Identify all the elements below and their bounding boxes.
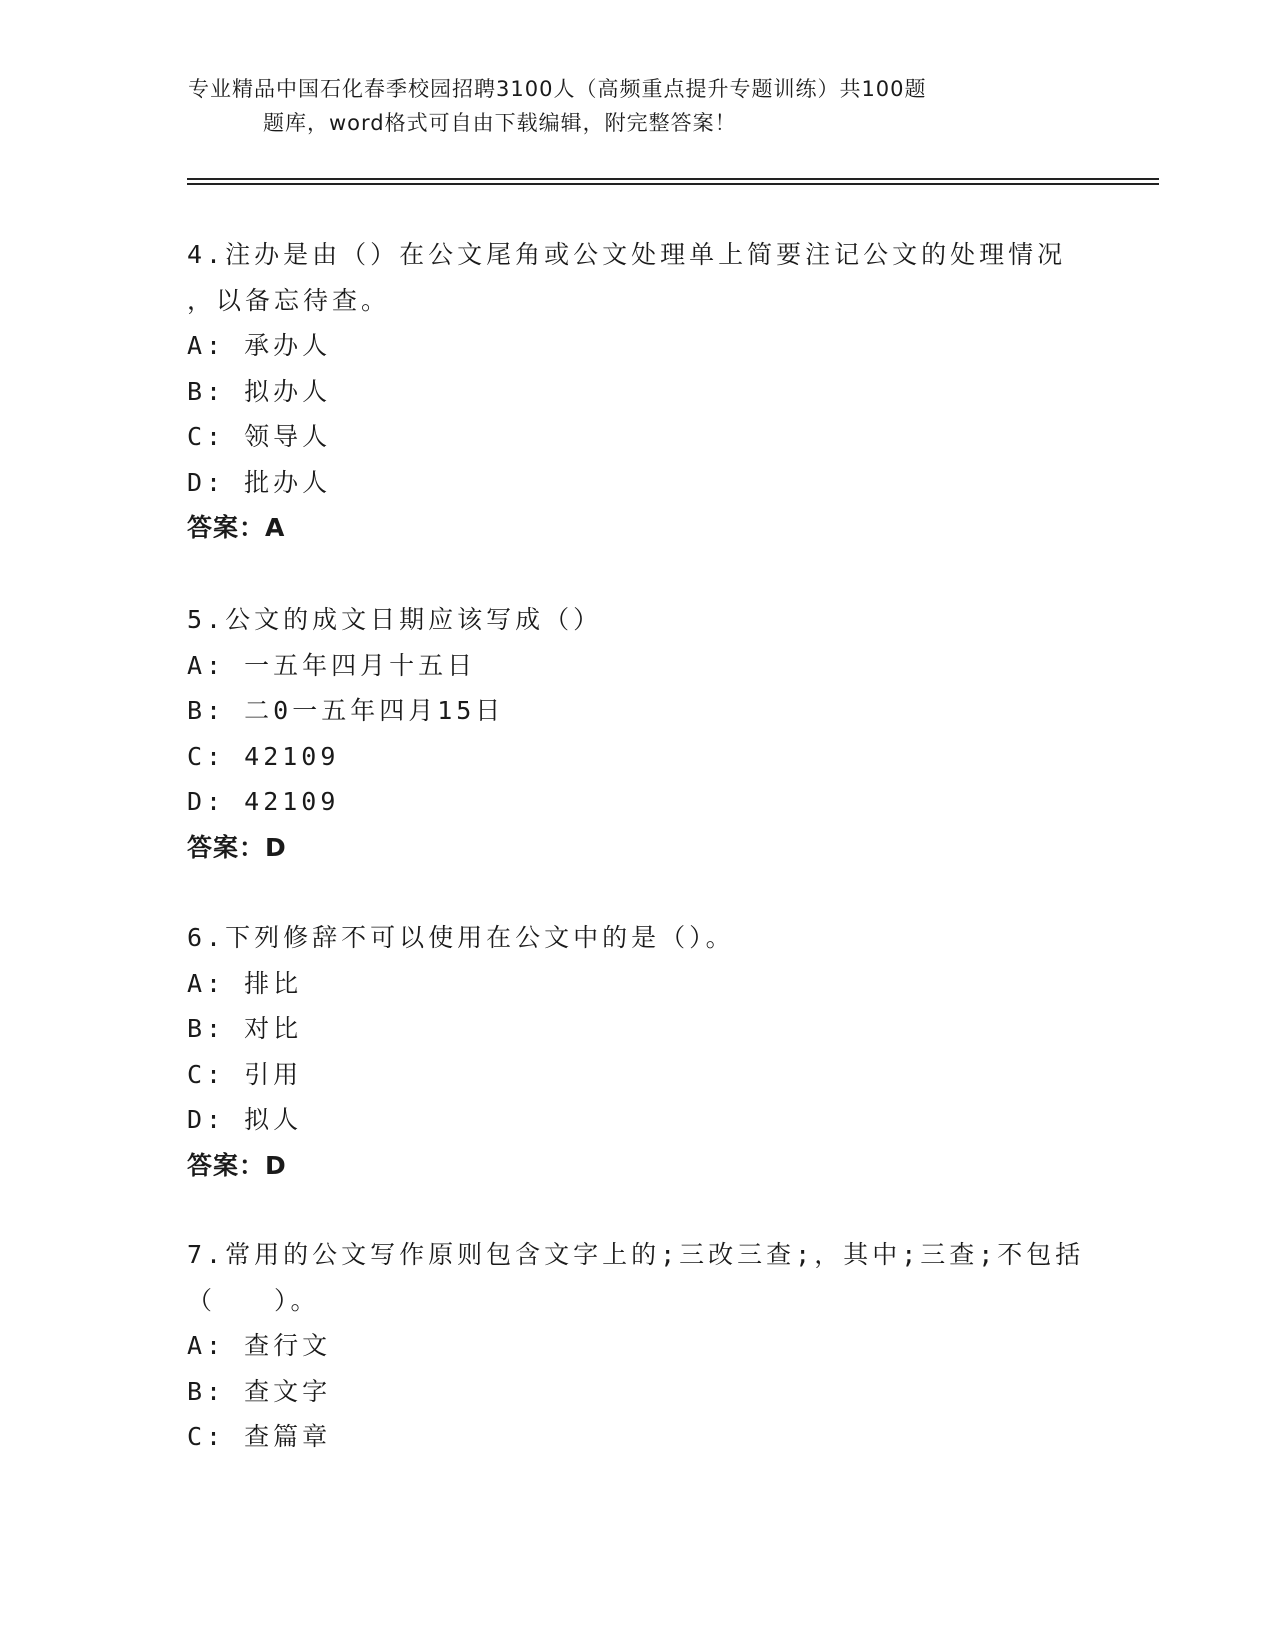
question-stem-line: （ ）。 [187,1285,320,1315]
option-d: D: 批办人 [187,467,332,497]
answer-line: 答案：D [187,1150,287,1180]
header-title-line-1: 专业精品中国石化春季校园招聘3100人（高频重点提升专题训练）共100题 [188,77,927,101]
option-b: B: 二0一五年四月15日 [187,696,505,725]
question-stem-line: ，以备忘待查。 [187,285,391,315]
option-b: B: 查文字 [187,1376,332,1406]
option-a: A: 一五年四月十五日 [187,650,477,680]
option-b: B: 拟办人 [187,376,332,406]
option-d: D: 拟人 [187,1105,303,1134]
answer-line: 答案：D [187,832,287,862]
document-header [188,72,1038,140]
header-divider-bottom [187,183,1159,185]
option-c: C: 42109 [187,741,340,771]
question-stem-line: 7.常用的公文写作原则包含文字上的;三改三查;，其中;三查;不包括 [187,1240,1085,1269]
option-d: D: 42109 [187,787,340,816]
option-b: B: 对比 [187,1014,303,1043]
option-a: A: 排比 [187,968,303,998]
header-divider-top [187,178,1159,180]
answer-line: 答案：A [187,513,286,542]
question-4 [187,232,1087,551]
question-stem-line: 5.公文的成文日期应该写成（） [187,605,603,634]
header-title-line-2: 题库，word格式可自由下载编辑，附完整答案！ [263,111,737,135]
question-7 [187,1232,1087,1460]
question-stem-line: 6.下列修辞不可以使用在公文中的是（）。 [187,923,735,952]
question-6 [187,915,1087,1188]
option-c: C: 领导人 [187,422,332,451]
question-5 [187,597,1087,870]
option-a: A: 承办人 [187,331,332,360]
option-a: A: 查行文 [187,1331,332,1360]
question-stem-line: 4.注办是由（）在公文尾角或公文处理单上简要注记公文的处理情况 [187,240,1067,269]
option-c: C: 引用 [187,1059,303,1089]
option-c: C: 查篇章 [187,1422,332,1451]
